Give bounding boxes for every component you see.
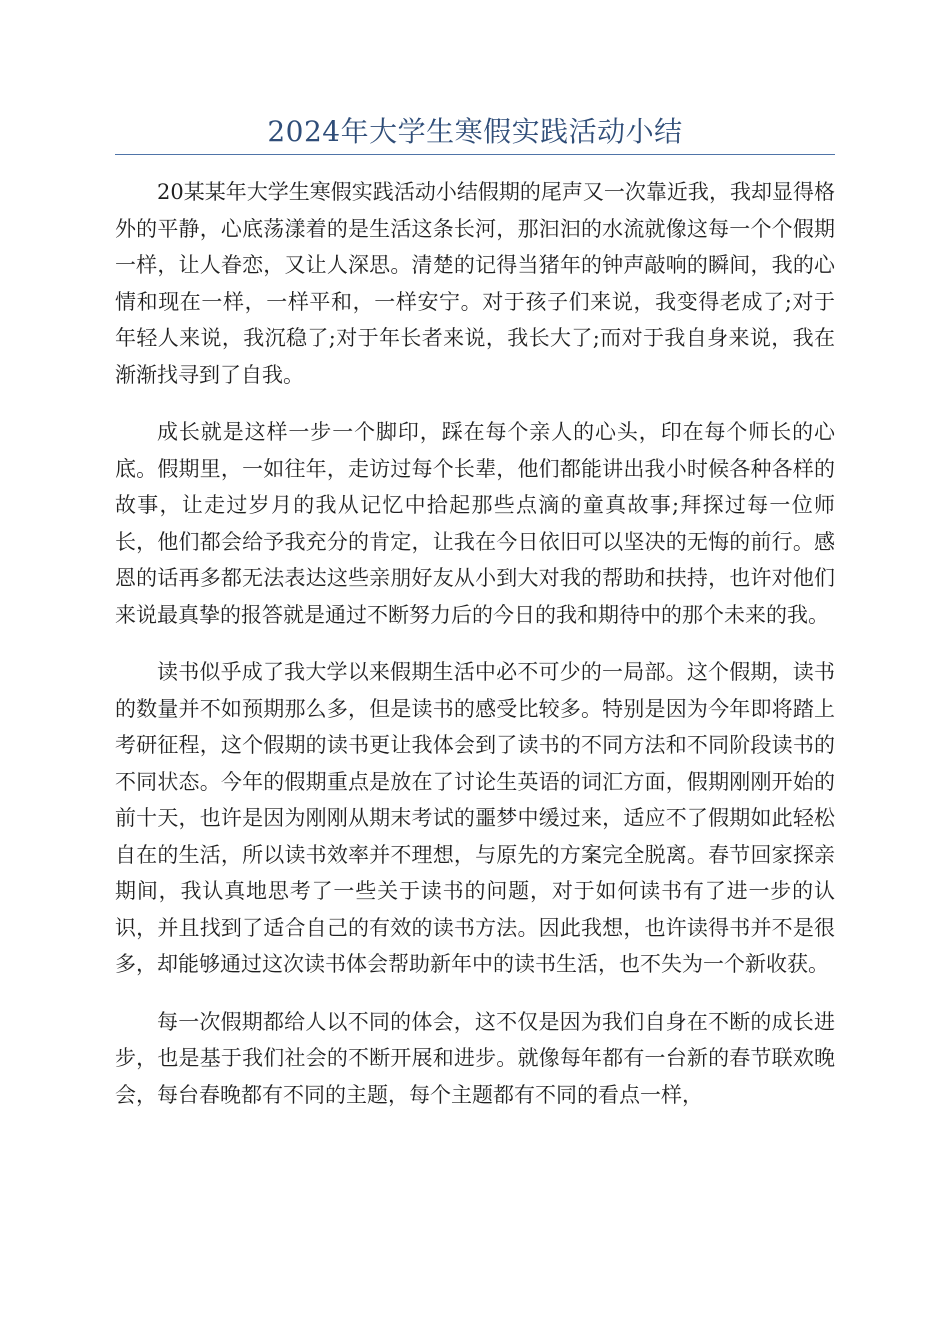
paragraph-3: 读书似乎成了我大学以来假期生活中必不可少的一局部。这个假期，读书的数量并不如预期那么多，但是读书的感受比较多。特别是因为今年即将踏上考研征程，这个假期的读书更让我体会到了读书的不同方法和不同阶段读书的不同状态。今年的假期重点是放在了讨论生英语的词汇方面，假期刚刚开始的前十天，也许是因为刚刚从期末考试的噩梦中缓过来，适应不了假期如此轻松自在的生活，所以读书效率并不理想，与原先的方案完全脱离。春节回家探亲期间，我认真地思考了一些关于读书的问题，对于如何读书有了进一步的认识，并且找到了适合自己的有效的读书方法。因此我想，也许读得书并不是很多，却能够通过这次读书体会帮助新年中的读书生活，也不失为一个新收获。 (115, 660, 835, 976)
title-underline (115, 154, 835, 155)
paragraph-2: 成长就是这样一步一个脚印，踩在每个亲人的心头，印在每个师长的心底。假期里，一如往年，走访过每个长辈，他们都能讲出我小时候各种各样的故事，让走过岁月的我从记忆中拾起那些点滴的童真故事;拜探过每一位师长，他们都会给予我充分的肯定，让我在今日依旧可以坚决的无悔的前行。感恩的话再多都无法表达这些亲朋好友从小到大对我的帮助和扶持，也许对他们来说最真挚的报答就是通过不断努力后的今日的我和期待中的那个未来的我。 (115, 420, 835, 627)
document-title: 2024年大学生寒假实践活动小结 (267, 115, 683, 148)
document-body (115, 174, 835, 1134)
paragraph-4: 每一次假期都给人以不同的体会，这不仅是因为我们自身在不断的成长进步，也是基于我们社会的不断开展和进步。就像每年都有一台新的春节联欢晚会，每台春晚都有不同的主题，每个主题都有不同的看点一样， (115, 1009, 835, 1107)
paragraph-1: 20某某年大学生寒假实践活动小结假期的尾声又一次靠近我，我却显得格外的平静，心底荡漾着的是生活这条长河，那汩汩的水流就像这每一个个假期一样，让人眷恋，又让人深思。清楚的记得当猪年的钟声敲响的瞬间，我的心情和现在一样，一样平和，一样安宁。对于孩子们来说，我变得老成了;对于年轻人来说，我沉稳了;对于年长者来说，我长大了;而对于我自身来说，我在渐渐找寻到了自我。 (115, 180, 835, 387)
